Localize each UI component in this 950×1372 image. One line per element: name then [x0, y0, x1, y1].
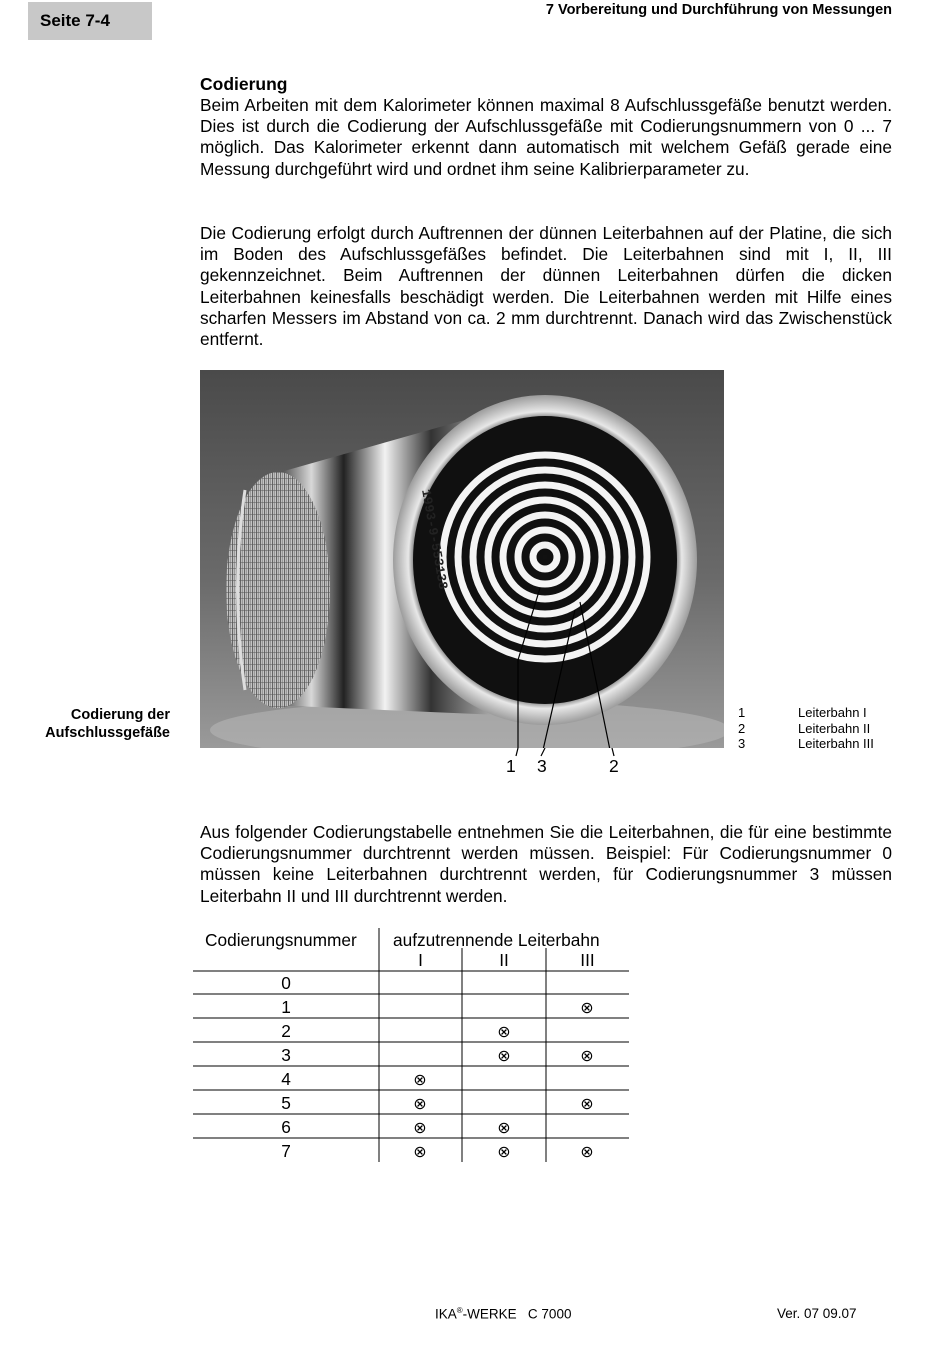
- legend-item: 1 Leiterbahn I: [738, 705, 867, 720]
- paragraph-table-intro: Aus folgender Codierungstabelle entnehmen Sie die Leiterbahnen, die für eine bestimmte Codierungsnummer durchtrennt werden müssen. Beispiel: Für Codierungsnummer 0 müssen keine Leiterbahnen durchtrennt werden, für Codierungsnummer 3 müssen Leiterbahn II und III durchtrennt werden.: [200, 822, 892, 906]
- vessel-photo: [200, 370, 724, 748]
- code-number-cell: 5: [281, 1093, 291, 1113]
- code-number-cell: 2: [281, 1021, 291, 1041]
- figure-legend: [738, 705, 874, 752]
- cut-mark: ⊗: [413, 1072, 427, 1089]
- cut-mark: ⊗: [580, 1144, 594, 1161]
- callout-3: 3: [537, 756, 547, 776]
- track-header-III: III: [580, 950, 595, 970]
- code-number-cell: 1: [281, 997, 291, 1017]
- callout-1: 1: [506, 756, 516, 776]
- cut-mark: ⊗: [580, 1000, 594, 1017]
- section-title: Codierung: [200, 74, 288, 94]
- footer-version: Ver. 07 09.07: [777, 1306, 857, 1321]
- track-header-I: I: [418, 950, 423, 970]
- coding-table: [193, 928, 629, 1164]
- callout-leaders: [200, 748, 724, 758]
- cut-mark: ⊗: [497, 1144, 511, 1161]
- column-header-tracks: aufzutrennende Leiterbahn: [393, 930, 600, 950]
- figure-caption: Codierung der Aufschlussgefäße: [45, 707, 170, 741]
- cut-mark: ⊗: [497, 1048, 511, 1065]
- cut-mark: ⊗: [413, 1120, 427, 1137]
- vessel-engraving: 1993-9-553138: [418, 488, 451, 591]
- cut-mark: ⊗: [580, 1096, 594, 1113]
- legend-item: 3 Leiterbahn III: [738, 736, 874, 751]
- track-header-II: II: [499, 950, 509, 970]
- cut-mark: ⊗: [413, 1144, 427, 1161]
- paragraph-intro: Beim Arbeiten mit dem Kalorimeter können maximal 8 Aufschlussgefäße benutzt werden. Dies ist durch die Codierung der Aufschlussgefäße mit Codierungsnummern von 0 ... 7 möglich. Das Kalorimeter erkennt dann automatisch mit welchem Gefäß gerade eine Messung durchgeführt wird und ordnet ihm seine Kalibrierparameter zu.: [200, 95, 892, 179]
- code-number-cell: 6: [281, 1117, 291, 1137]
- legend-item: 2 Leiterbahn II: [738, 720, 871, 736]
- cut-mark: ⊗: [413, 1096, 427, 1113]
- code-number-cell: 7: [281, 1141, 291, 1161]
- column-header-number: Codierungsnummer: [205, 930, 357, 950]
- paragraph-procedure: Die Codierung erfolgt durch Auftrennen der dünnen Leiterbahnen auf der Platine, die sich im Boden des Aufschlussgefäßes befindet. Die Leiterbahnen sind mit I, II, III gekennzeichnet. Beim Auftrennen der dünnen Leiterbahnen dürfen die dicken Leiterbahnen keinesfalls beschädigt werden. Die Leiterbahnen werden mit Hilfe eines scharfen Messers im Abstand von ca. 2 mm durchtrennt. Danach wird das Zwischenstück entfernt.: [200, 223, 892, 350]
- code-number-cell: 3: [281, 1045, 291, 1065]
- cut-mark: ⊗: [497, 1120, 511, 1137]
- page-number-tab: Seite 7-4: [28, 2, 152, 40]
- chapter-title: 7 Vorbereitung und Durchführung von Messungen: [545, 2, 892, 18]
- code-number-cell: 0: [281, 973, 291, 993]
- callout-2: 2: [609, 756, 619, 776]
- footer-brand: IKA®-WERKE C 7000: [435, 1306, 572, 1322]
- code-number-cell: 4: [281, 1069, 291, 1089]
- cut-mark: ⊗: [497, 1024, 511, 1041]
- cut-mark: ⊗: [580, 1048, 594, 1065]
